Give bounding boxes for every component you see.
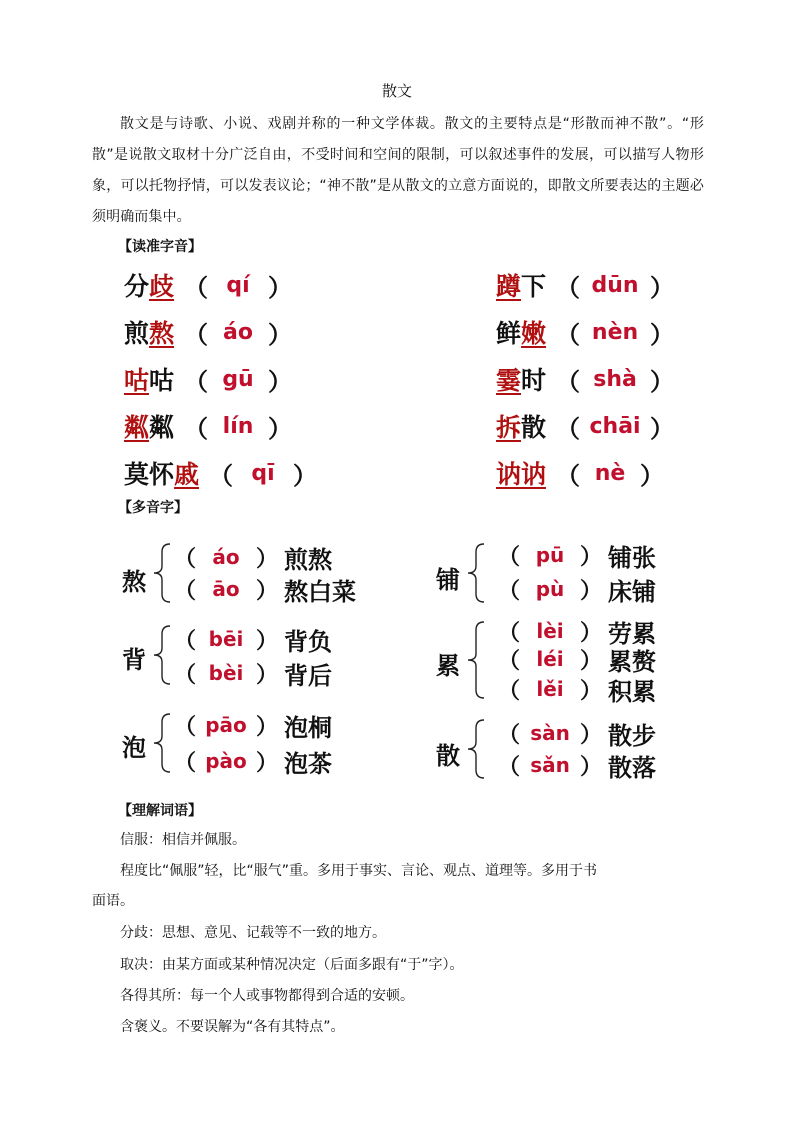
polyphone-char: 铺 <box>436 566 460 594</box>
vocab-line: 分歧：思想、意见、记载等不一致的地方。 <box>120 925 386 941</box>
word-text: 鲜嫩 <box>496 319 547 348</box>
word-item: 讷讷 （ nè ） <box>496 453 664 493</box>
pinyin: áo <box>223 319 254 345</box>
brace-icon <box>464 614 488 706</box>
polyphone-char: 散 <box>436 742 460 770</box>
pinyin: qī <box>251 460 275 486</box>
word-item: 拆散 （ chāi ） <box>496 406 674 446</box>
page-title: 散文 <box>381 82 412 100</box>
pinyin: dūn <box>591 272 639 298</box>
word-text: 粼粼 <box>124 413 175 442</box>
polyphone-group <box>120 538 420 608</box>
polyphone-reading: （ lèi ） 劳累 <box>498 619 657 648</box>
word-text: 咕咕 <box>124 366 175 395</box>
word-item: 煎熬 （ áo ） <box>124 312 292 352</box>
polyphone-group <box>434 538 734 608</box>
word-item: 粼粼 （ lín ） <box>124 406 292 446</box>
section-polyphones: 【多音字】 <box>118 500 188 516</box>
polyphone-reading: （ áo ） 煎熬 <box>174 545 333 574</box>
word-text: 霎时 <box>496 366 547 395</box>
brace-icon <box>150 708 174 778</box>
polyphone-reading: （ pù ） 床铺 <box>498 577 657 606</box>
section-vocabulary: 【理解词语】 <box>118 803 202 819</box>
intro-paragraph: 散文是与诗歌、小说、戏剧并称的一种文学体裁。散文的主要特点是“形散而神不散”。“形散”是说散文取材十分广泛自由，不受时间和空间的限制，可以叙述事件的发展，可以描写人物形象，可以托物抒情，可以发表议论；“神不散”是从散文的立意方面说的，即散文所要表达的主题必须明确而集中。 <box>92 116 704 225</box>
word-text: 莫怀戚 <box>124 460 200 489</box>
brace-icon <box>150 538 174 608</box>
polyphone-reading: （ léi ） 累赘 <box>498 647 657 676</box>
polyphone-group <box>434 714 734 784</box>
polyphone-reading: （ pào ） 泡茶 <box>174 749 333 778</box>
polyphone-char: 熬 <box>122 568 146 596</box>
vocab-line: 取决：由某方面或某种情况决定（后面多跟有“于”字）。 <box>120 957 464 973</box>
polyphone-reading: （ pū ） 铺张 <box>498 543 657 572</box>
pinyin: chāi <box>589 413 641 439</box>
polyphone-char: 背 <box>122 646 146 674</box>
pinyin: qí <box>226 272 250 298</box>
vocab-line: 各得其所：每一个人或事物都得到合适的安顿。 <box>120 988 414 1004</box>
brace-icon <box>464 538 488 608</box>
section-read-pronunciation: 【读准字音】 <box>118 239 202 255</box>
polyphone-reading: （ bèi ） 背后 <box>174 661 333 690</box>
word-text: 讷讷 <box>496 460 547 489</box>
polyphone-reading: （ āo ） 熬白菜 <box>174 577 357 606</box>
brace-icon <box>464 714 488 784</box>
polyphone-reading: （ sǎn ） 散落 <box>498 753 657 782</box>
vocab-line: 程度比“佩服”轻，比“服气”重。多用于事实、言论、观点、道理等。多用于书 <box>120 863 598 879</box>
word-item: 分歧 （ qí ） <box>124 265 292 305</box>
polyphone-char: 泡 <box>122 734 146 762</box>
pinyin: nèn <box>591 319 639 345</box>
polyphone-group <box>120 708 420 778</box>
word-item: 霎时 （ shà ） <box>496 359 674 399</box>
polyphone-group <box>434 614 734 706</box>
word-item: 莫怀戚 （ qī ） <box>124 453 317 493</box>
polyphone-reading: （ bēi ） 背负 <box>174 627 333 656</box>
pinyin: lín <box>222 413 254 439</box>
polyphone-reading: （ lěi ） 积累 <box>498 677 657 706</box>
polyphone-group <box>120 620 420 690</box>
word-item: 咕咕 （ gū ） <box>124 359 292 399</box>
pinyin: nè <box>594 460 626 486</box>
word-text: 煎熬 <box>124 319 175 348</box>
word-item: 鲜嫩 （ nèn ） <box>496 312 674 352</box>
vocab-line: 含褒义。不要误解为“各有其特点”。 <box>120 1019 345 1035</box>
pinyin: shà <box>593 366 637 392</box>
word-text: 分歧 <box>124 272 175 301</box>
polyphone-reading: （ pāo ） 泡桐 <box>174 713 333 742</box>
vocab-line: 信服：相信并佩服。 <box>120 832 246 848</box>
polyphone-reading: （ sàn ） 散步 <box>498 721 657 750</box>
word-text: 蹲下 <box>496 272 547 301</box>
word-item: 蹲下 （ dūn ） <box>496 265 674 305</box>
word-text: 拆散 <box>496 413 547 442</box>
vocab-line: 面语。 <box>92 893 134 909</box>
pinyin: gū <box>222 366 254 392</box>
polyphone-char: 累 <box>436 652 460 680</box>
brace-icon <box>150 620 174 690</box>
